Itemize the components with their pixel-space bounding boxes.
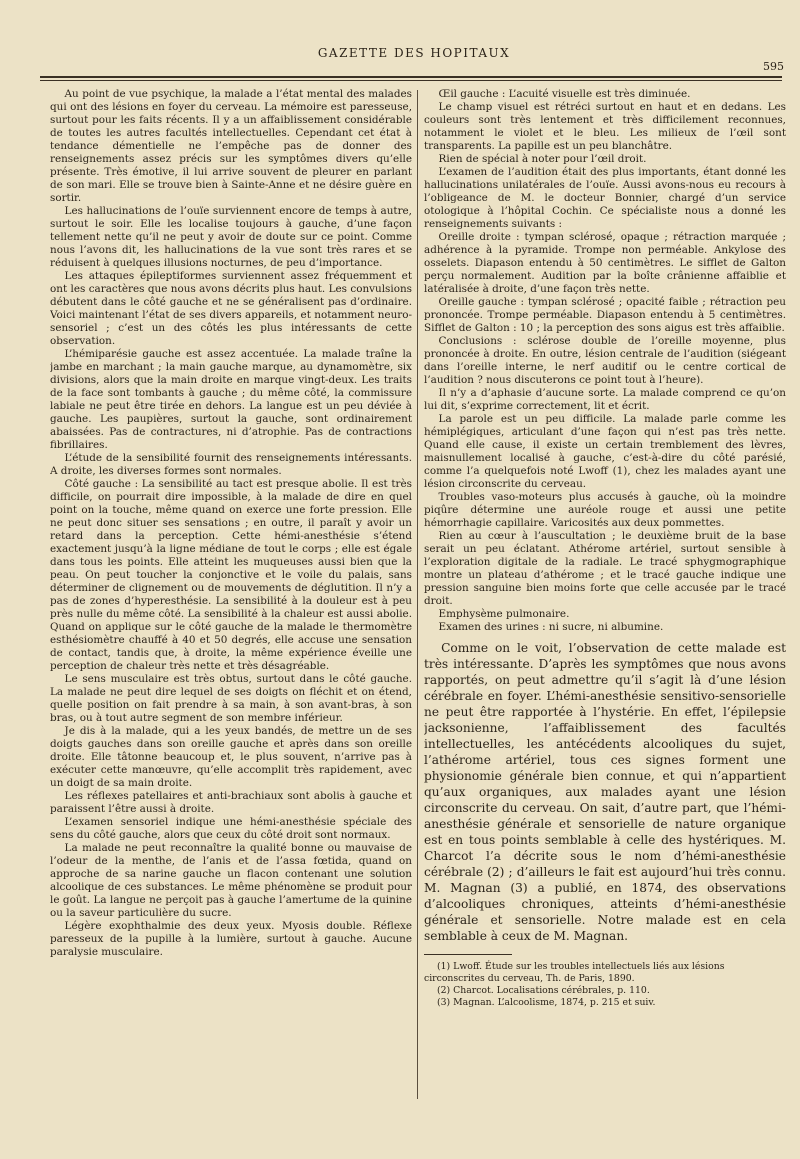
paragraph: Au point de vue psychique, la malade a l’état mental des malades qui ont des lésions en foyer du cerveau. La mémoire est paresseuse, surtout pour les faits récents. Il y a un affaiblissement considérable de toutes les autres facultés intellectuelles. Cependant cet état à tendance démentielle ne l’empêche pas de donner des renseignements assez précis sur les symptômes divers qu’elle présente. Très émotive, il lui arrive souvent de pleurer en parlant de son mari. Elle se trouve bien à Sainte-Anne et ne désire guère en sortir.: [50, 88, 412, 204]
paragraph: Les réflexes patellaires et anti-brachiaux sont abolis à gauche et paraissent l’être aussi à droite.: [50, 790, 412, 815]
footnote: (3) Magnan. L’alcoolisme, 1874, p. 215 et suiv.: [437, 997, 656, 1008]
paragraph: Emphysème pulmonaire.: [438, 608, 570, 620]
page-header: [40, 40, 788, 73]
paragraph: Le sens musculaire est très obtus, surtout dans le côté gauche. La malade ne peut dire lequel de ses doigts on fléchit et on étend, quelle position on fait prendre à sa main, à son avant-bras, à son bras, ou à tout autre segment de son membre inférieur.: [50, 673, 412, 724]
paragraph: Les hallucinations de l’ouïe surviennent encore de temps à autre, surtout le soir. Elle les localise toujours à gauche, d’une façon tellement nette qu’il ne peut y avoir de doute sur ce point. Comme nous l’avons dit, les hallucinations de la vue sont très rares et se réduisent à quelques illusions nocturnes, de peu d’importance.: [50, 205, 412, 269]
paragraph: Examen des urines : ni sucre, ni albumine.: [438, 621, 664, 633]
paragraph: Rien au cœur à l’auscultation ; le deuxième bruit de la base serait un peu éclatant. Athérome artériel, surtout sensible à l’exploration digitale de la radiale. Le tracé sphygmographique montre un plateau d’athérome ; et le tracé gauche indique une pression sanguine bien moins forte que celle accusée par le tracé droit.: [424, 530, 786, 607]
journal-title: GAZETTE DES HOPITAUX: [317, 46, 511, 60]
paragraph: Troubles vaso-moteurs plus accusés à gauche, où la moindre piqûre détermine une auréole rouge et aussi une petite hémorrhagie capillaire. Varicosités aux deux pommettes.: [424, 491, 786, 529]
right-column: [424, 88, 786, 1137]
paragraph: L’étude de la sensibilité fournit des renseignements intéressants. A droite, les diverses formes sont normales.: [50, 452, 412, 477]
paragraph: Les attaques épileptiformes surviennent assez fréquemment et ont les caractères que nous avons décrits plus haut. Les convulsions débutent dans le côté gauche et ne se généralisent pas d’ordinaire. Voici maintenant l’état de ses divers appareils, et notamment neuro-sensoriel ; c’est un des côtés les plus intéressants de cette observation.: [50, 270, 412, 347]
paragraph: Œil gauche : L’acuité visuelle est très diminuée.: [438, 88, 691, 100]
header-rule-thick: [40, 76, 782, 78]
paragraph: Il n’y a d’aphasie d’aucune sorte. La malade comprend ce qu’on lui dit, s’exprime correctement, lit et écrit.: [424, 387, 786, 412]
footnote-rule: [424, 954, 512, 955]
paragraph: Le champ visuel est rétréci surtout en haut et en dedans. Les couleurs sont très lentement et très difficilement reconnues, notamment le violet et le bleu. Les milieux de l’œil sont transparents. La papille est un peu blanchâtre.: [424, 101, 786, 152]
footnote: (1) Lwoff. Étude sur les troubles intellectuels liés aux lésions circonscrites du cerveau, Th. de Paris, 1890.: [424, 961, 725, 984]
paragraph: La parole est un peu difficile. La malade parle comme les hémiplégiques, articulant d’une façon qui n’est pas très nette. Quand elle cause, il existe un certain tremblement des lèvres, maisnullement localisé à gauche, c’est-à-dire du côté parésié, comme l’a quelquefois noté Lwoff (1), chez les malades ayant une lésion circonscrite du cerveau.: [424, 413, 786, 490]
paragraph: Conclusions : sclérose double de l’oreille moyenne, plus prononcée à droite. En outre, lésion centrale de l’audition (siégeant dans l’oreille interne, le nerf auditif ou le centre cortical de l’audition ? nous discuterons ce point tout à l’heure).: [424, 335, 786, 386]
paragraph: Rien de spécial à noter pour l’œil droit.: [438, 153, 647, 165]
paragraph: Je dis à la malade, qui a les yeux bandés, de mettre un de ses doigts gauches dans son oreille gauche et après dans son oreille droite. Elle tâtonne beaucoup et, le plus souvent, n’arrive pas à exécuter cette manœuvre, qu’elle accomplit très rapidement, avec un doigt de sa main droite.: [50, 725, 412, 789]
footnote: (2) Charcot. Localisations cérébrales, p. 110.: [437, 985, 650, 996]
header-rule-thin: [40, 80, 782, 81]
paragraph: L’examen sensoriel indique une hémi-anesthésie spéciale des sens du côté gauche, alors que ceux du côté droit sont normaux.: [50, 816, 412, 841]
left-column: [50, 88, 412, 1137]
paragraph: La malade ne peut reconnaître la qualité bonne ou mauvaise de l’odeur de la menthe, de l’anis et de l’assa fœtida, quand on approche de sa narine gauche un flacon contenant une solution alcoolique de ces substances. Le même phénomène se produit pour le goût. La langue ne perçoit pas à gauche l’amertume de la quinine ou la saveur particulière du sucre.: [50, 842, 412, 919]
paragraph: Côté gauche : La sensibilité au tact est presque abolie. Il est très difficile, on pourrait dire impossible, à la malade de dire en quel point on la touche, même quand on exerce une forte pression. Elle ne peut donc situer ses sensations ; en outre, il paraît y avoir un retard dans la perception. Cette hémi-anesthésie s’étend exactement jusqu’à la ligne médiane de tout le corps ; elle est égale dans tous les points. Elle atteint les muqueuses aussi bien que la peau. On peut toucher la conjonctive et le voile du palais, sans déterminer de clignement ou de mouvements de déglutition. Il n’y a pas de zones d’hyperesthésie. La sensibilité à la douleur est à peu près nulle du même côté. La sensibilité à la chaleur est aussi abolie. Quand on applique sur le côté gauche de la malade le thermomètre esthésiomètre chauffé à 40 et 50 degrés, elle accuse une sensation de contact, tandis que, à droite, la même expérience éveille une perception de chaleur très nette et très désagréable.: [50, 478, 412, 672]
paragraph: L’examen de l’audition était des plus importants, étant donné les hallucinations unilatérales de l’ouïe. Aussi avons-nous eu recours à l’obligeance de M. le docteur Bonnier, chargé d’un service otologique à l’hôpital Cochin. Ce spécialiste nous a donné les renseignements suivants :: [424, 166, 786, 230]
paragraph: Légère exophthalmie des deux yeux. Myosis double. Réflexe paresseux de la pupille à la lumière, surtout à gauche. Aucune paralysie musculaire.: [50, 920, 412, 958]
column-divider: [417, 90, 418, 1099]
page-number: 595: [763, 60, 784, 73]
paragraph: Oreille gauche : tympan sclérosé ; opacité faible ; rétraction peu prononcée. Trompe perméable. Diapason entendu à 5 centimètres. Sifflet de Galton : 10 ; la perception des sons aigus est très affaiblie.: [424, 296, 786, 334]
paragraph: L’hémiparésie gauche est assez accentuée. La malade traîne la jambe en marchant ; la main gauche marque, au dynamomètre, six divisions, alors que la main droite en marque vingt-deux. Les traits de la face sont tombants à gauche ; du même côté, la commissure labiale ne peut être tirée en dehors. La langue est un peu déviée à gauche. Les paupières, surtout la gauche, sont ordinairement abaissées. Pas de contractures, ni d’atrophie. Pas de contractions fibrillaires.: [50, 348, 412, 451]
commentary-paragraph: Comme on le voit, l’observation de cette malade est très intéressante. D’après les symptômes que nous avons rapportés, on peut admettre qu’il s’agit là d’une lésion cérébrale en foyer. L’hémi-anesthésie sensitivo-sensorielle ne peut être rapportée à l’hystérie. En effet, l’épilepsie jacksonienne, l’affaiblissement des facultés intellectuelles, les antécédents alcooliques du sujet, l’athérome artériel, tous ces signes forment une physionomie générale bien connue, et qui n’appartient qu’aux organiques, aux malades ayant une lésion circonscrite du cerveau. On sait, d’autre part, que l’hémi-anesthésie générale et sensorielle de nature organique est en tous points semblable à celle des hystériques. M. Charcot l’a décrite sous le nom d’hémi-anesthésie cérébrale (2) ; d’ailleurs le fait est aujourd’hui très connu. M. Magnan (3) a publié, en 1874, des observations d’alcooliques chroniques, atteints d’hémi-anesthésie générale et sensorielle. Notre malade est en cela semblable à ceux de M. Magnan.: [424, 641, 786, 943]
paragraph: Oreille droite : tympan sclérosé, opaque ; rétraction marquée ; adhérence à la pyramide. Trompe non perméable. Ankylose des osselets. Diapason entendu à 50 centimètres. Le sifflet de Galton perçu normalement. Audition par la boîte crânienne affaiblie et latéralisée à droite, d’une façon très nette.: [424, 231, 786, 295]
